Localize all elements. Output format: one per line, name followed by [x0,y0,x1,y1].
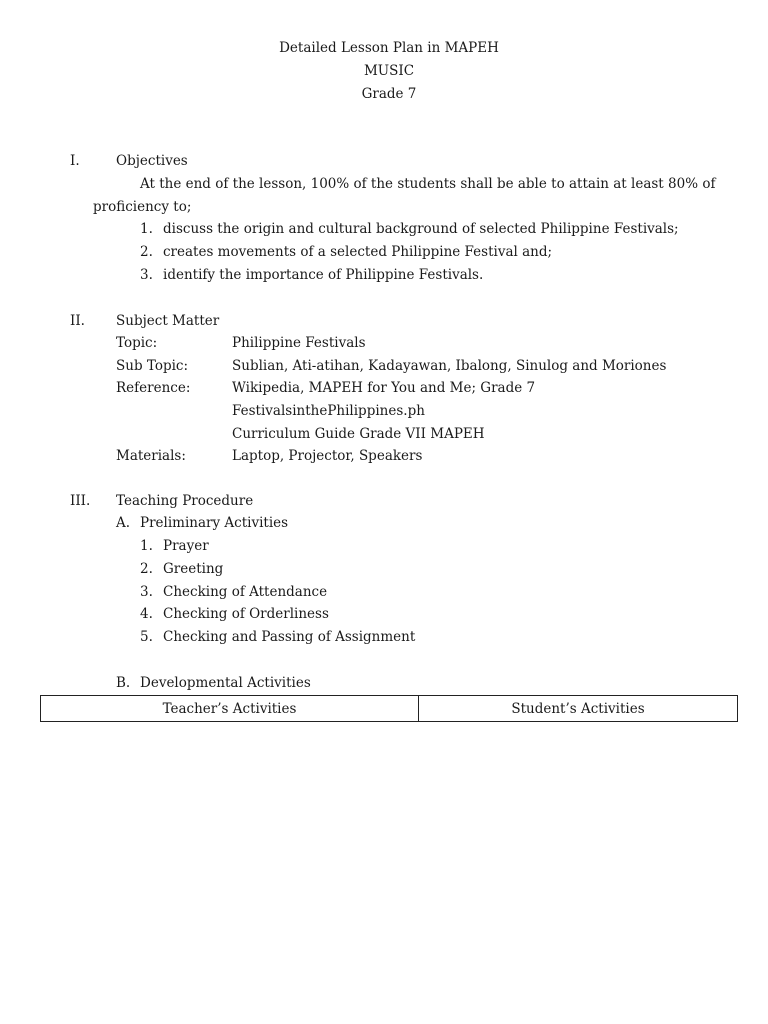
materials-value: Laptop, Projector, Speakers [232,448,423,464]
document-grade: Grade 7 [361,86,417,102]
section-heading-objectives: Objectives [116,153,188,169]
subtopic-value: Sublian, Ati-atihan, Kadayawan, Ibalong, Sinulog and Moriones [232,358,667,374]
objective-item-number: 3. [140,267,153,283]
objective-item-number: 1. [140,221,153,237]
objective-item-text: creates movements of a selected Philippine Festival and; [163,244,553,260]
preliminary-item-text: Greeting [163,561,224,577]
materials-label: Materials: [116,448,186,464]
activities-table [40,695,738,722]
preliminary-item-number: 1. [140,538,153,554]
topic-value: Philippine Festivals [232,335,366,351]
document-subject: MUSIC [363,63,415,79]
table-header-student-activities: Student’s Activities [511,700,645,717]
section-heading-subject-matter: Subject Matter [116,313,220,329]
preliminary-item-text: Checking of Attendance [163,584,328,600]
reference-label: Reference: [116,380,191,396]
objectives-intro-line2: proficiency to; [93,199,192,215]
objective-item-number: 2. [140,244,153,260]
topic-label: Topic: [116,335,158,351]
objective-item-text: discuss the origin and cultural background of selected Philippine Festivals; [163,221,679,237]
reference-item: Curriculum Guide Grade VII MAPEH [232,426,485,442]
reference-item: FestivalsinthePhilippines.ph [232,403,425,419]
subsection-letter-preliminary: A. [116,515,131,531]
section-numeral-teaching-procedure: III. [70,493,91,509]
objective-item-text: identify the importance of Philippine Festivals. [163,267,484,283]
document-title: Detailed Lesson Plan in MAPEH [279,40,499,56]
preliminary-item-number: 2. [140,561,153,577]
preliminary-item-number: 4. [140,606,153,622]
preliminary-item-number: 5. [140,629,153,645]
objectives-intro-line1: At the end of the lesson, 100% of the students shall be able to attain at least 80% of [140,176,716,192]
preliminary-item-text: Prayer [163,538,209,554]
table-header-teacher-activities: Teacher’s Activities [41,696,419,721]
subsection-letter-developmental: B. [116,675,131,691]
subtopic-label: Sub Topic: [116,358,189,374]
subsection-heading-preliminary: Preliminary Activities [140,515,289,531]
preliminary-item-text: Checking and Passing of Assignment [163,629,416,645]
section-heading-teaching-procedure: Teaching Procedure [116,493,254,509]
reference-item: Wikipedia, MAPEH for You and Me; Grade 7 [232,380,536,396]
preliminary-item-text: Checking of Orderliness [163,606,329,622]
section-numeral-subject-matter: II. [70,313,85,329]
preliminary-item-number: 3. [140,584,153,600]
subsection-heading-developmental: Developmental Activities [140,675,311,691]
section-numeral-objectives: I. [70,153,80,169]
